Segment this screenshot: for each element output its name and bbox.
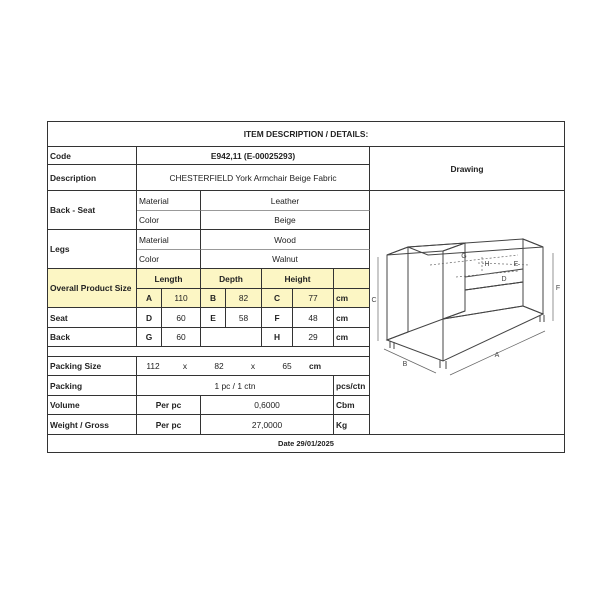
date-footer: Date 29/01/2025 <box>278 439 334 448</box>
packing-x1: x <box>182 361 188 371</box>
legs-color-key: Color <box>137 250 201 269</box>
seat-length-key: D <box>137 308 162 328</box>
back-seat-material-value: Leather <box>201 191 370 211</box>
drawing-letter-d: D <box>501 276 507 283</box>
volume-unit: Cbm <box>334 396 370 415</box>
back-seat-color-value: Beige <box>201 211 370 230</box>
packing-size-label: Packing Size <box>48 357 137 376</box>
seat-height-key: F <box>262 308 293 328</box>
drawing-letter-a: A <box>494 352 500 359</box>
legs-color-value: Walnut <box>201 250 370 269</box>
packing-size-values <box>137 357 370 376</box>
back-length-key: G <box>137 328 162 347</box>
back-height-value: 29 <box>293 328 334 347</box>
seat-unit: cm <box>334 308 370 328</box>
overall-size-label: Overall Product Size <box>48 269 137 308</box>
packing-length: 112 <box>146 361 160 371</box>
length-header: Length <box>137 269 201 289</box>
drawing-letter-c: C <box>371 297 377 304</box>
seat-height-value: 48 <box>293 308 334 328</box>
volume-label: Volume <box>48 396 137 415</box>
overall-length-value: 110 <box>162 289 201 308</box>
drawing-area <box>370 191 564 435</box>
drawing-letter-g: G <box>461 253 467 260</box>
weight-per: Per pc <box>137 415 201 435</box>
weight-label: Weight / Gross <box>48 415 137 435</box>
seat-depth-value: 58 <box>226 308 262 328</box>
description-value: CHESTERFIELD York Armchair Beige Fabric <box>137 165 370 191</box>
drawing-letter-b: B <box>402 361 408 368</box>
spec-sheet <box>47 121 565 453</box>
legs-label: Legs <box>48 230 137 269</box>
drawing-letter-f: F <box>555 285 561 292</box>
back-seat-material-key: Material <box>137 191 201 211</box>
legs-material-value: Wood <box>201 230 370 250</box>
overall-height-value: 77 <box>293 289 334 308</box>
back-height-key: H <box>262 328 293 347</box>
seat-depth-key: E <box>201 308 226 328</box>
back-seat-label: Back - Seat <box>48 191 137 230</box>
drawing-letter-e: E <box>513 261 519 268</box>
height-header: Height <box>262 269 334 289</box>
back-length-value: 60 <box>162 328 201 347</box>
back-seat-color-key: Color <box>137 211 201 230</box>
legs-material-key: Material <box>137 230 201 250</box>
sheet-title: ITEM DESCRIPTION / DETAILS: <box>48 122 564 147</box>
unit-header <box>334 269 370 289</box>
packing-size-unit: cm <box>308 361 322 371</box>
seat-label: Seat <box>48 308 137 328</box>
spacer-row <box>48 347 370 357</box>
code-value: E942,11 (E-00025293) <box>137 147 370 165</box>
overall-length-key: A <box>137 289 162 308</box>
overall-height-key: C <box>262 289 293 308</box>
volume-value: 0,6000 <box>201 396 334 415</box>
overall-depth-key: B <box>201 289 226 308</box>
back-label: Back <box>48 328 137 347</box>
packing-depth: 82 <box>214 361 224 371</box>
weight-unit: Kg <box>334 415 370 435</box>
packing-label: Packing <box>48 376 137 396</box>
packing-x2: x <box>250 361 256 371</box>
drawing-label: Drawing <box>370 147 564 191</box>
overall-depth-value: 82 <box>226 289 262 308</box>
packing-value: 1 pc / 1 ctn <box>137 376 334 396</box>
seat-length-value: 60 <box>162 308 201 328</box>
back-unit: cm <box>334 328 370 347</box>
overall-unit: cm <box>334 289 370 308</box>
code-label: Code <box>48 147 137 165</box>
depth-header: Depth <box>201 269 262 289</box>
volume-per: Per pc <box>137 396 201 415</box>
weight-value: 27,0000 <box>201 415 334 435</box>
packing-height: 65 <box>282 361 292 371</box>
description-label: Description <box>48 165 137 191</box>
drawing-letter-h: H <box>484 261 490 268</box>
packing-unit: pcs/ctn <box>334 376 370 396</box>
back-depth-empty <box>201 328 262 347</box>
armchair-drawing <box>370 191 564 435</box>
